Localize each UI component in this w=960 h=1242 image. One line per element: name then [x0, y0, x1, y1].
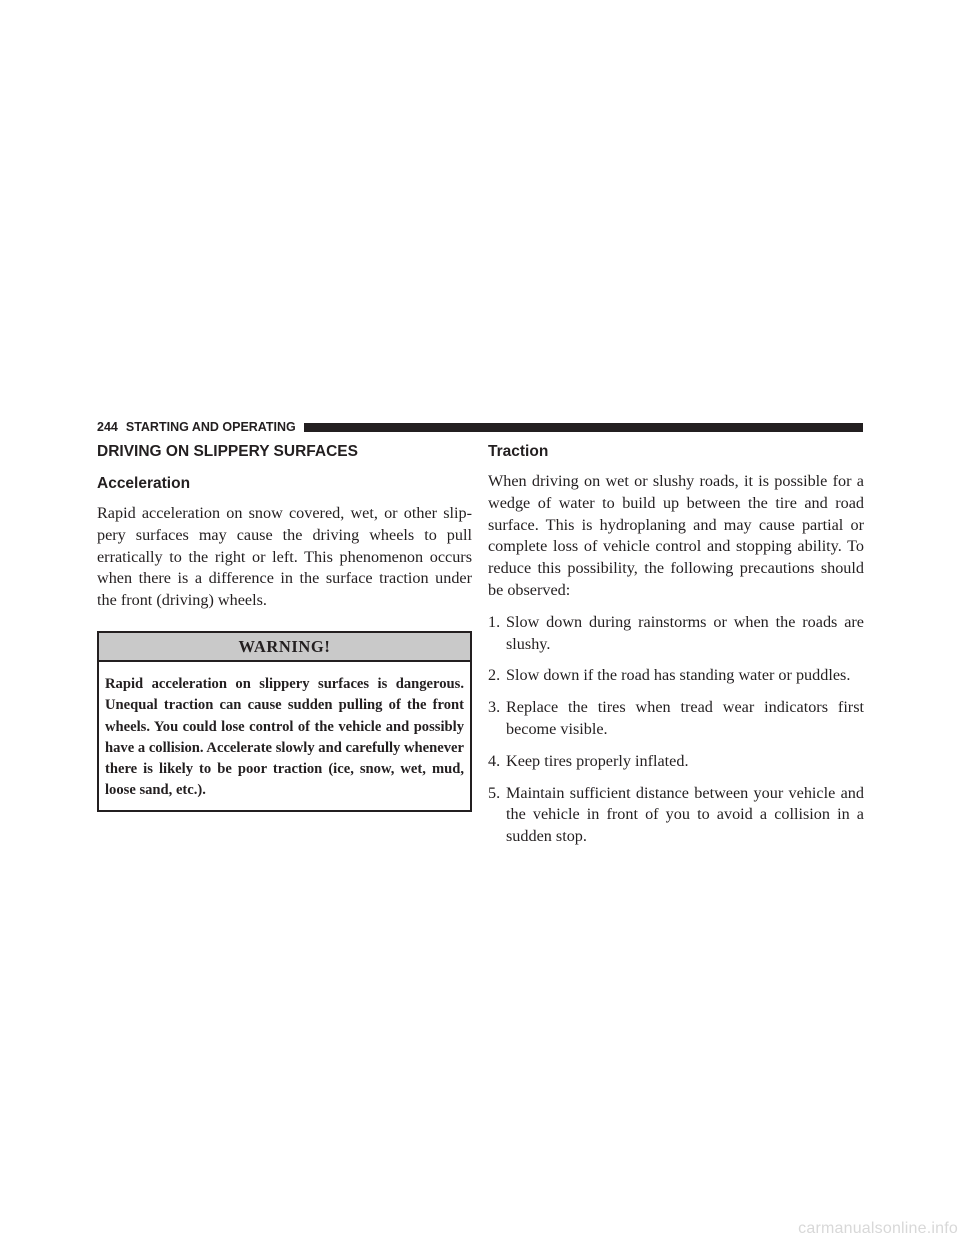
traction-paragraph: When driving on wet or slushy roads, it is possible for a wedge of water to build up between the tire and road surface. This is hydroplaning and may cause partial or complete loss of vehicle control and stopping ability. To reduce this possibility, the following precautions should be observed: [488, 472, 864, 599]
list-item-number: 5. [488, 783, 501, 802]
list-item-text: Slow down if the road has standing water or puddles. [506, 666, 851, 685]
list-item-number: 3. [488, 698, 501, 717]
page-number: 244 [97, 420, 118, 434]
page-header [97, 418, 863, 436]
right-column [488, 438, 864, 858]
acceleration-paragraph: Rapid acceleration on snow covered, wet, or other slip-pery surfaces may cause the driving wheels to pull erratically to the right or left. This phenomenon occurs when there is a difference in the surface traction under the front (driving) wheels. [97, 504, 472, 610]
list-item-number: 4. [488, 751, 501, 770]
precautions-list [488, 612, 864, 848]
left-column [97, 438, 472, 812]
list-item-text: Maintain sufficient distance between your vehicle and the vehicle in front of you to avoid a collision in a sudden stop. [506, 783, 864, 846]
list-item [488, 612, 864, 656]
subheading-traction: Traction [488, 443, 549, 460]
warning-text: Rapid acceleration on slippery surfaces is dangerous. Unequal traction can cause sudden pulling of the front wheels. You could lose control of the vehicle and possibly have a collision. Accelerate slowly and carefully whenever there is likely to be poor traction (ice, snow, wet, mud, loose sand, etc.). [105, 675, 464, 799]
list-item-number: 1. [488, 612, 501, 631]
list-item [488, 697, 864, 741]
warning-title: WARNING! [99, 633, 470, 662]
list-item [488, 751, 864, 773]
header-rule [304, 423, 863, 432]
warning-box [97, 631, 472, 812]
list-item [488, 665, 864, 687]
list-item [488, 783, 864, 848]
watermark-link[interactable]: carmanualsonline.info [798, 1220, 958, 1237]
list-item-text: Replace the tires when tread wear indicators first become visible. [506, 698, 864, 738]
section-title: STARTING AND OPERATING [125, 420, 296, 434]
subheading-acceleration: Acceleration [97, 475, 191, 492]
list-item-number: 2. [488, 666, 501, 685]
section-heading: DRIVING ON SLIPPERY SURFACES [97, 443, 358, 460]
list-item-text: Keep tires properly inflated. [506, 751, 689, 770]
list-item-text: Slow down during rainstorms or when the roads are slushy. [506, 612, 864, 653]
